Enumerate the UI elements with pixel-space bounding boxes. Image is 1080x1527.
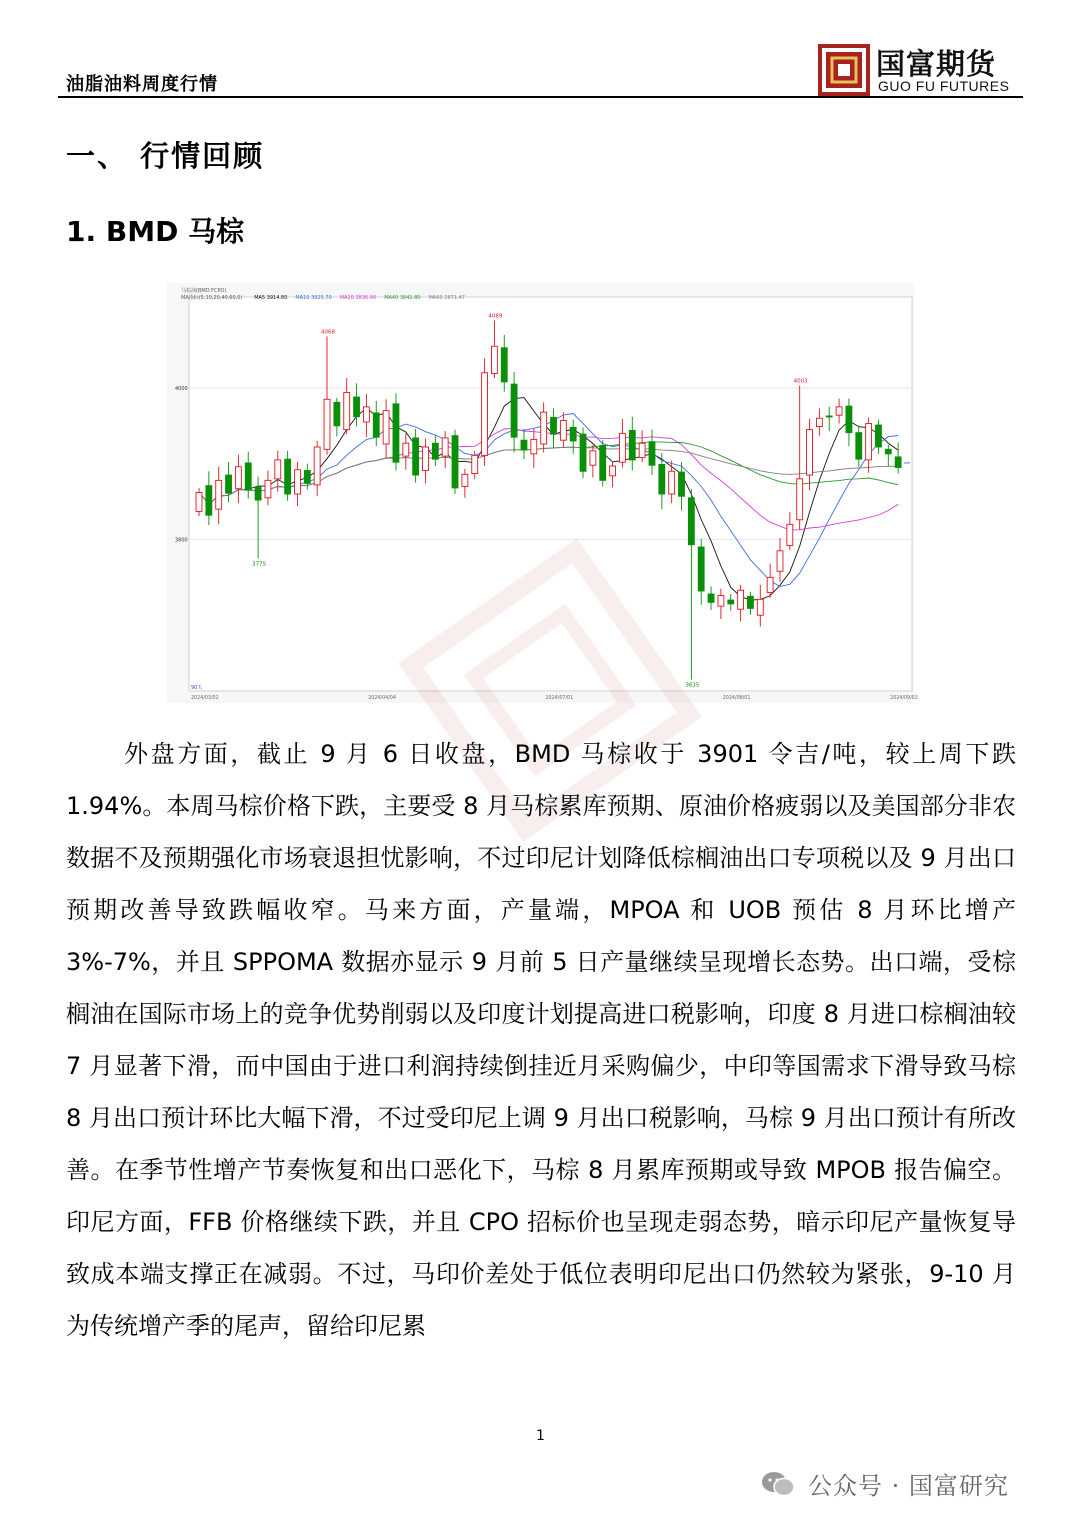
candle-body: [570, 427, 576, 441]
extreme-label: 4089: [488, 313, 503, 320]
body-paragraph: [66, 728, 1016, 1352]
candle-body: [432, 443, 438, 459]
candle-body: [797, 479, 803, 520]
candle-body: [777, 551, 783, 571]
candle-body: [304, 471, 310, 484]
candle-body: [354, 397, 360, 417]
candle-body: [295, 470, 301, 494]
x-tick-label: 2024/07/01: [545, 696, 574, 701]
candle-body: [757, 599, 763, 615]
candle-body: [363, 407, 369, 422]
candle-body: [600, 446, 606, 481]
section-subheading: 1. BMD 马棕: [66, 215, 245, 248]
candle-body: [511, 384, 517, 437]
candle-body: [235, 467, 241, 489]
candle-body: [698, 547, 704, 591]
candle-body: [265, 480, 271, 497]
candle-body: [285, 459, 291, 494]
wechat-account-name: 公众号 · 国富研究: [808, 1471, 1009, 1500]
candle-body: [255, 487, 261, 500]
ma-legend-label: MA60 3871.47: [428, 295, 465, 301]
extreme-label: 3615: [685, 682, 700, 689]
logo-mark-icon: [818, 44, 870, 96]
y-tick-label: 3800: [175, 537, 188, 544]
body-text: 外盘方面，截止 9 月 6 日收盘，BMD 马棕收于 3901 令吉/吨，较上周下跌 1.94%。本周马棕价格下跌，主要受 8 月马棕累库预期、原油价格疲弱以及美国部分非农数据不及预期强化市场衰退担忧影响，不过印尼计划降低棕榈油出口专项税以及 9 月出口预期改善导致跌幅收窄。马来方面，产量端，MPOA 和 UOB 预估 8 月环比增产 3%-7%，并且 SPPOMA 数据亦显示 9 月前 5 日产量继续呈现增长态势。出口端，受棕榈油在国际市场上的竞争优势削弱以及印度计划提高进口税影响，印度 8 月进口棕榈油较 7 月显著下滑，而中国由于进口利润持续倒挂近月采购偏少，中印等国需求下滑导致马棕 8 月出口预计环比大幅下滑，不过受印尼上调 9 月出口税影响，马棕 9 月出口预计有所改善。在季节性增产节奏恢复和出口恶化下，马棕 8 月累库预期或导致 MPOB 报告偏空。印尼方面，FFB 价格继续下跌，并且 CPO 招标价也呈现走弱态势，暗示印尼产量恢复导致成本端支撑正在减弱。不过，马印价差处于低位表明印尼出口仍然较为紧张，9-10 月为传统增产季的尾声，留给印尼累: [66, 740, 1016, 1340]
candle-body: [787, 524, 793, 545]
candle-body: [442, 438, 448, 456]
candle-body: [393, 404, 399, 462]
candle-body: [590, 451, 596, 465]
ma-legend-label: MA20 3836.90: [339, 295, 377, 301]
section-heading: 一、 行情回顾: [66, 139, 265, 173]
wechat-footer: [760, 1468, 1009, 1498]
x-tick-label: 2024/03/02: [191, 696, 219, 701]
candle-body: [856, 433, 862, 460]
candle-body: [541, 412, 547, 444]
ma-legend-label: MA5 3914.80: [254, 295, 288, 301]
x-tick-label: 2024/09/02: [890, 696, 918, 701]
candle-body: [580, 434, 586, 471]
candle-body: [423, 447, 429, 470]
candle-body: [629, 430, 635, 460]
candle-body: [610, 466, 616, 476]
candle-body: [521, 440, 527, 450]
candle-body: [846, 406, 852, 433]
candle-body: [708, 594, 714, 602]
price-chart: [167, 283, 918, 703]
ma-legend-label: MA指标(5,10,20,40,60,0): [181, 295, 243, 301]
candle-body: [885, 449, 891, 454]
candle-body: [728, 600, 734, 604]
page-number: 1: [536, 1428, 545, 1444]
x-tick-label: 2024/04/04: [368, 696, 396, 701]
y-tick-label: 4000: [175, 385, 188, 392]
candle-body: [413, 438, 419, 475]
candle-body: [314, 447, 320, 485]
company-logo: [818, 44, 1024, 96]
wechat-icon: [760, 1470, 796, 1496]
ma-legend-label: MA10 3925.70: [295, 295, 332, 301]
candle-body: [679, 472, 685, 496]
candle-body: [501, 348, 507, 382]
extreme-label: 4068: [321, 329, 336, 336]
x-tick-label: 2024/08/01: [722, 696, 751, 701]
header-divider: [58, 96, 1023, 98]
candle-body: [334, 402, 340, 425]
extreme-label: 3775: [252, 561, 267, 568]
candle-body: [738, 590, 744, 609]
candle-body: [206, 486, 212, 516]
candle-body: [816, 418, 822, 426]
candle-body: [619, 433, 625, 462]
candle-body: [747, 596, 753, 608]
report-title: 油脂油料周度行情: [66, 74, 218, 95]
candle-body: [373, 413, 379, 437]
candle-body: [482, 373, 488, 456]
candle-body: [895, 457, 901, 468]
candle-body: [639, 443, 645, 457]
ma-legend-label: MA40 3841.80: [384, 295, 421, 301]
extreme-label: 4003: [793, 378, 808, 385]
candle-body: [767, 577, 773, 592]
candle-body: [324, 399, 330, 449]
candle-body: [688, 498, 694, 545]
candle-body: [649, 442, 655, 465]
candle-body: [196, 492, 202, 511]
candle-body: [275, 460, 281, 479]
candle-body: [226, 475, 232, 493]
candle-body: [383, 411, 389, 444]
candle-body: [216, 480, 222, 509]
candle-body: [659, 464, 665, 494]
logo-text-en: GUO FU FUTURES: [878, 78, 1010, 94]
candle-body: [669, 471, 675, 494]
candle-body: [551, 417, 557, 434]
candle-body: [866, 424, 872, 460]
period-label: 90天: [191, 685, 203, 691]
candle-body: [472, 455, 478, 473]
candle-body: [245, 463, 251, 490]
candle-body: [718, 596, 724, 607]
logo-text-cn: 国富期货: [876, 47, 997, 81]
candle-body: [452, 436, 458, 488]
candle-body: [403, 443, 409, 456]
candle-body: [462, 474, 468, 486]
candle-body: [836, 407, 842, 415]
candle-body: [807, 430, 813, 475]
candle-body: [826, 416, 832, 417]
chart-title: 马棕油(BMD FCPO): [181, 288, 227, 294]
candlestick-chart-svg: [167, 283, 918, 703]
candle-body: [876, 425, 882, 447]
candle-body: [344, 392, 350, 429]
candle-body: [531, 439, 537, 453]
candle-body: [491, 346, 497, 373]
candle-body: [560, 421, 566, 441]
